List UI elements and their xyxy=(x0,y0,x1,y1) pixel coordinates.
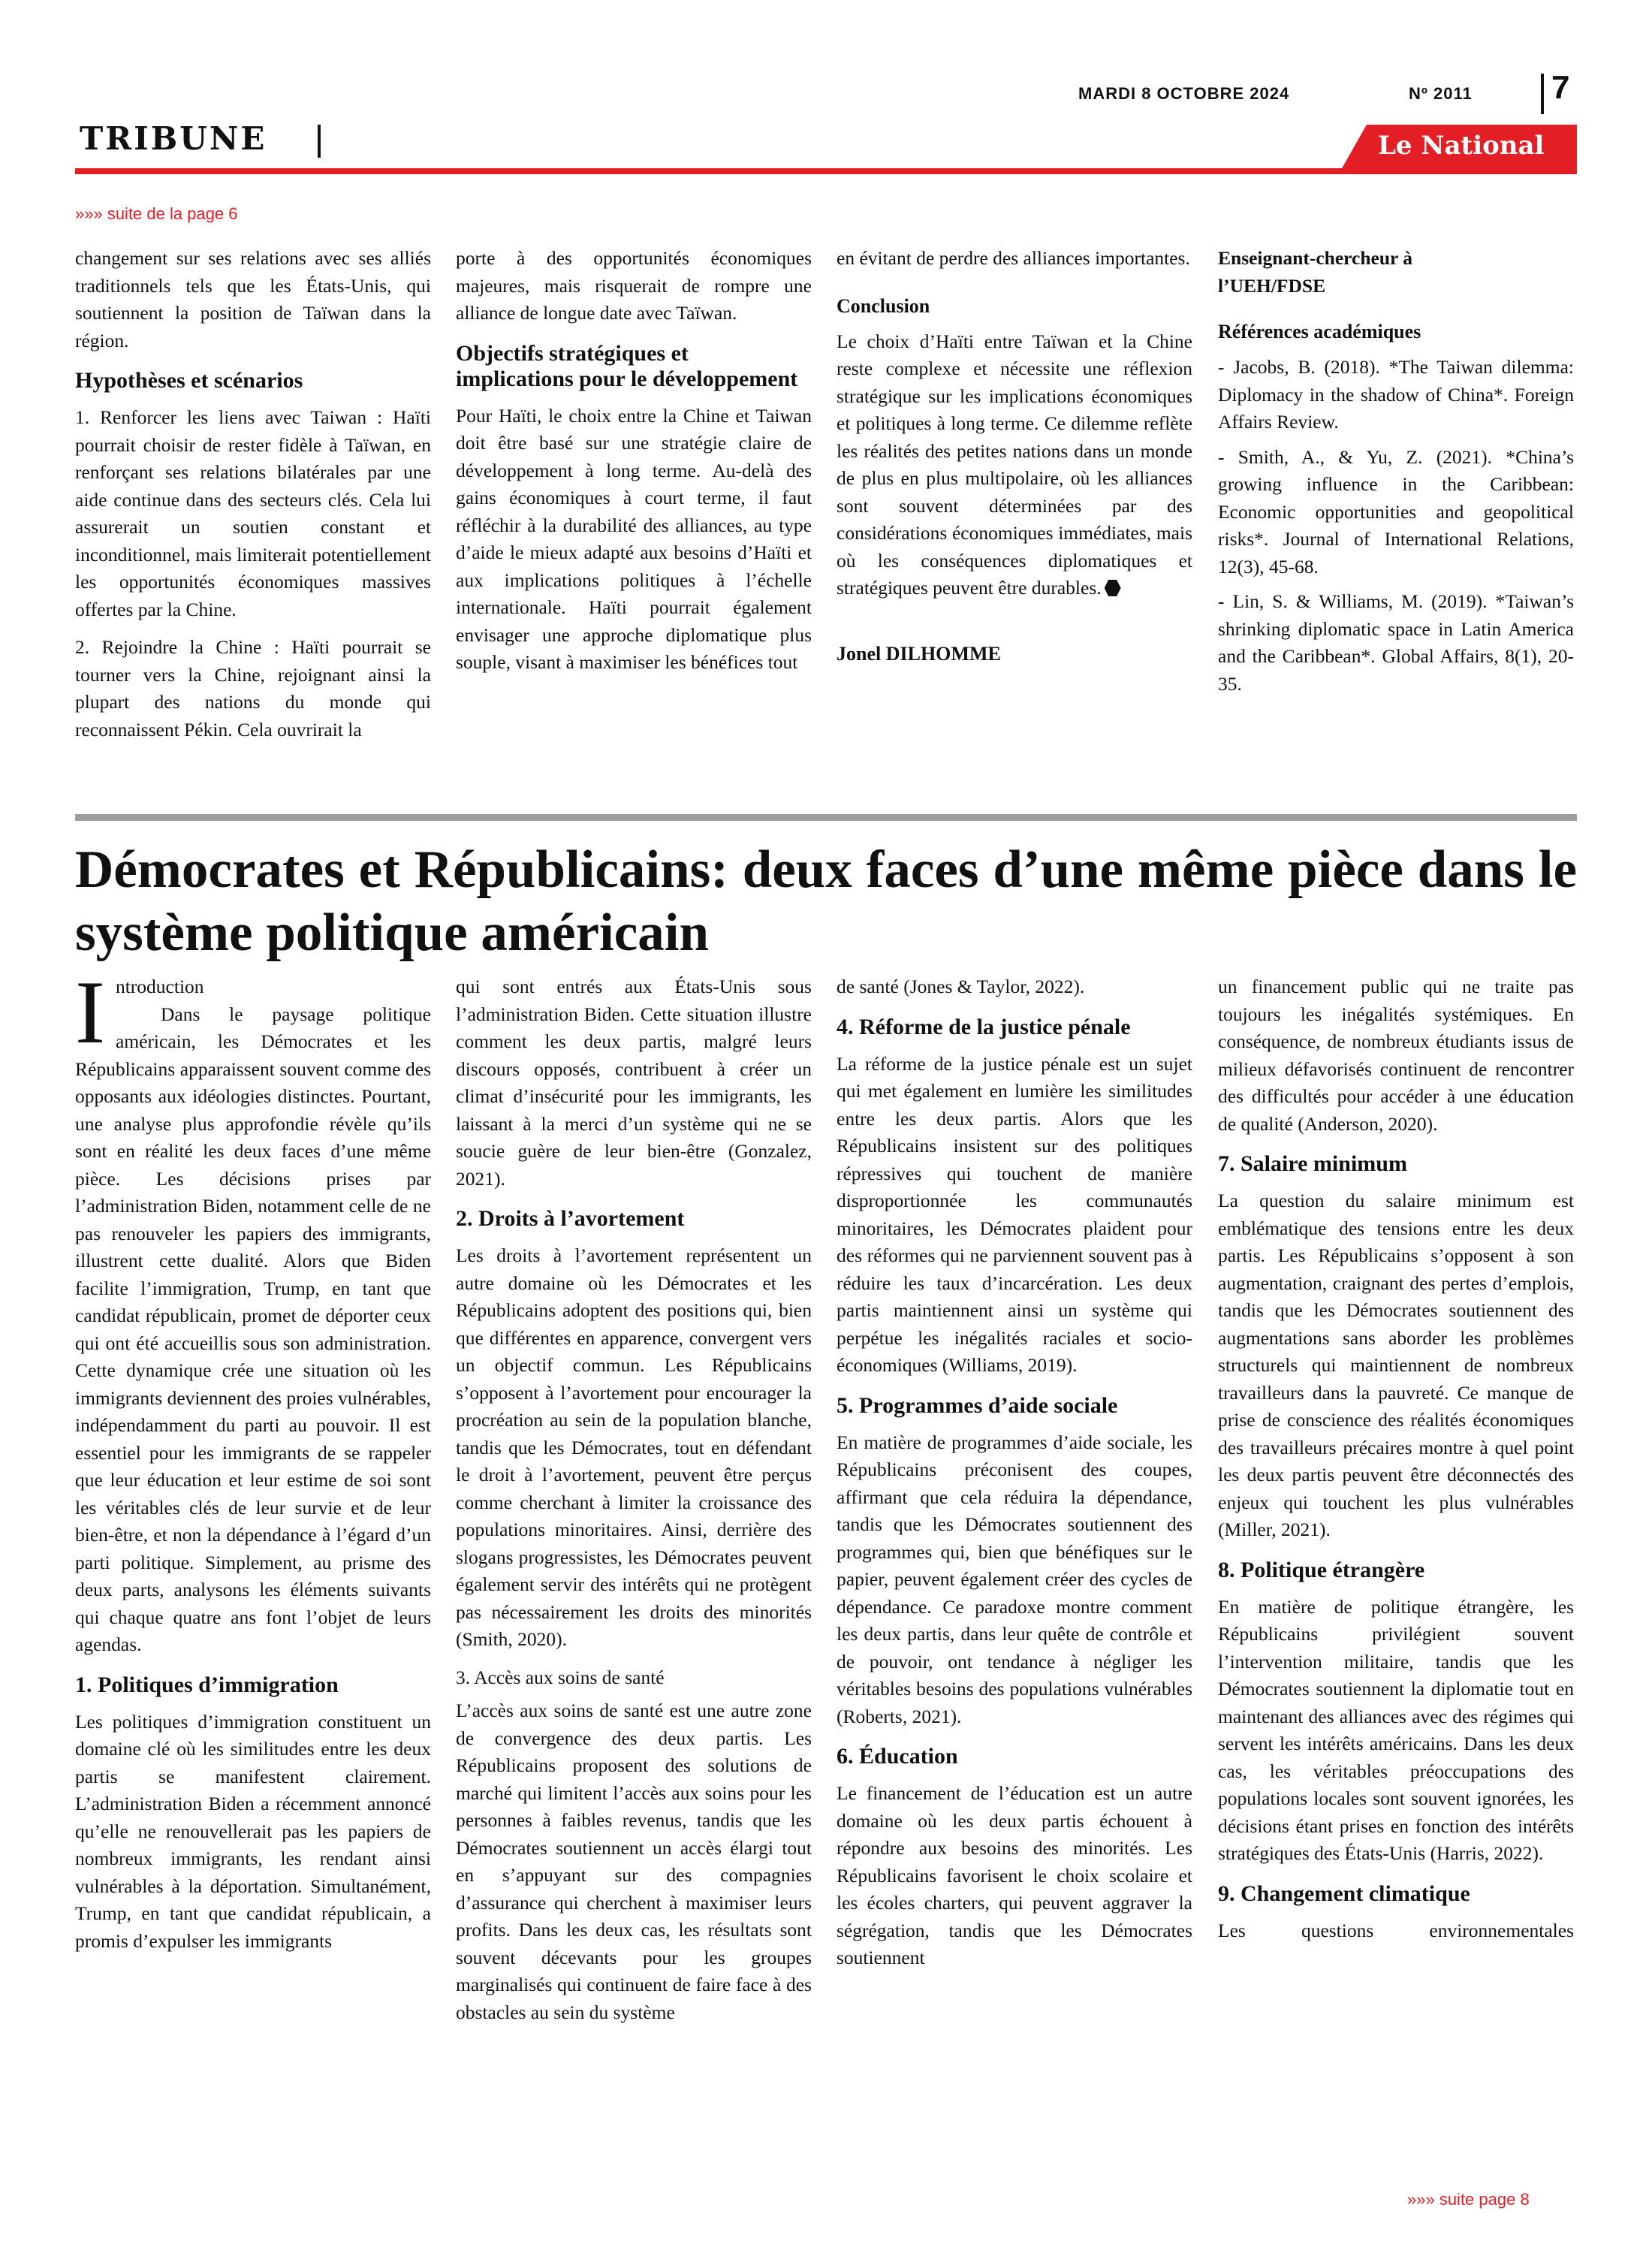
paragraph: un financement public qui ne traite pas toujours les inégalités systémiques. En conséquence, de nombreux étudiants issus de milieux défavorisés continuent de rencontrer des difficultés pour accéder à une éducation de qualité (Anderson, 2020). xyxy=(1218,976,1574,1135)
main-article-column-4 xyxy=(1218,973,1574,1955)
subheading-conclusion: Conclusion xyxy=(837,294,930,317)
issue-date: MARDI 8 OCTOBRE 2024 xyxy=(1078,84,1290,103)
subheading-objectifs: Objectifs stratégiques et implications pour le développement xyxy=(456,340,798,391)
issue-number: Nº 2011 xyxy=(1409,84,1473,103)
reference-item: - Lin, S. & Williams, M. (2019). *Taiwan’s shrinking diplomatic space in Latin America and the Caribbean*. Global Affairs, 8(1), 20-35. xyxy=(1218,590,1574,695)
paragraph: La réforme de la justice pénale est un sujet qui met également en lumière les similitudes entre les deux partis. Alors que les Républicains insistent sur des politiques répressives qui touchent de manière disproportionnée les communautés minoritaires, les Démocrates plaident pour des réformes qui ne parviennent souvent pas à réduire les taux d’incarcération. Les deux partis maintiennent ainsi un système qui perpétue les inégalités raciales et socio-économiques (Williams, 2019). xyxy=(837,1052,1192,1376)
top-article-column-2 xyxy=(456,245,812,687)
page-number-divider xyxy=(1541,74,1544,114)
page-number: 7 xyxy=(1551,69,1570,106)
paragraph: qui sont entrés aux États-Unis sous l’administration Biden. Cette situation illustre comment les deux partis, malgré leurs discours opposés, contribuent à créer un climat d’insécurité pour les immigrants, les laissant à la merci d’un système qui ne se soucie guère de leur bien-être (Gonzalez, 2021). xyxy=(456,976,812,1190)
paragraph: porte à des opportunités économiques majeures, mais risquerait de rompre une alliance de longue date avec Taïwan. xyxy=(456,247,812,324)
paragraph: Le choix d’Haïti entre Taïwan et la Chine reste complexe et nécessite une réflexion stratégique sur les implications économiques et politiques à long terme. Ce dilemme reflète les réalités des petites nations dans un monde de plus en plus multipolaire, où les alliances sont souvent déterminées par des considérations économiques immédiates, mais où les conséquences diplomatiques et stratégiques peuvent être durables. xyxy=(837,330,1192,599)
subheading-aide-sociale: 5. Programmes d’aide sociale xyxy=(837,1392,1118,1418)
top-article-column-3 xyxy=(837,245,1192,676)
article-divider xyxy=(75,814,1577,821)
continued-to-link[interactable]: »»» suite page 8 xyxy=(1407,2190,1530,2209)
section-name: TRIBUNE xyxy=(80,120,267,157)
continued-from-link[interactable]: »»» suite de la page 6 xyxy=(75,204,238,223)
subheading-politique-etrangere: 8. Politique étrangère xyxy=(1218,1557,1425,1582)
subheading-climat: 9. Changement climatique xyxy=(1218,1881,1470,1906)
subheading-soins: 3. Accès aux soins de santé xyxy=(456,1666,665,1688)
reference-item: - Smith, A., & Yu, Z. (2021). *China’s growing influence in the Caribbean: Economic opportunities and geopolitical risks*. Journal of International Relations, 12(3), 45-68. xyxy=(1218,445,1574,578)
paragraph: L’accès aux soins de santé est une autre zone de convergence des deux partis. Les Républicains proposent des solutions de marché qui limitent l’accès aux soins pour les personnes à faibles revenus, tandis que les Démocrates soutiennent un accès élargi tout en s’appuyant sur des compagnies d’assurance qui cherchent à maximiser leurs profits. Dans les deux cas, les résultats sont souvent décevants pour les groupes marginalisés qui continuent de faire face à des obstacles au sein du système xyxy=(456,1700,812,2023)
paragraph: La question du salaire minimum est emblématique des tensions entre les deux partis. Les Républicains s’opposent à son augmentation, craignant des pertes d’emplois, tandis que les Démocrates soutiennent des augmentations sans aborder les problèmes structurels qui maintiennent de nombreux travailleurs dans la pauvreté. Ce manque de prise de conscience des réalités économiques des travailleurs précaires montre à quel point les deux partis peuvent être déconnectés des enjeux qui touchent les plus vulnérables (Miller, 2021). xyxy=(1218,1190,1574,1540)
intro-heading: Introduction xyxy=(75,962,204,1062)
author-title: Enseignant-chercheur à l’UEH/FDSE xyxy=(1218,247,1413,297)
paragraph: Les questions environnementales xyxy=(1218,1919,1574,1941)
main-headline: Démocrates et Républicains: deux faces d’une même pièce dans le système politique américain xyxy=(75,840,1577,962)
paragraph: 1. Renforcer les liens avec Taiwan : Haïti pourrait choisir de rester fidèle à Taïwan, en renforçant ses relations bilatérales par une aide continue dans des secteurs clés. Cela lui assurerait un soutien constant et inconditionnel, mais limiterait potentiellement les opportunités économiques massives offertes par la Chine. xyxy=(75,406,431,620)
subheading-references: Références académiques xyxy=(1218,321,1421,342)
subheading-avortement: 2. Droits à l’avortement xyxy=(456,1206,685,1231)
main-article-column-2 xyxy=(456,973,812,2037)
paragraph: de santé (Jones & Taylor, 2022). xyxy=(837,976,1085,997)
paragraph: Le financement de l’éducation est un autre domaine où les deux partis échouent à répondre aux besoins des minorités. Les Républicains favorisent le choix scolaire et les écoles charters, qui peuvent aggraver la ségrégation, tandis que les Démocrates soutiennent xyxy=(837,1782,1192,1968)
paragraph: Les droits à l’avortement représentent un autre domaine où les Démocrates et les Républicains adoptent des positions qui, bien que différentes en apparence, convergent vers un objectif commun. Les Républicains s’opposent à l’avortement pour encourager la procréation au sein de la population blanche, tandis que les Démocrates, tout en défendant le droit à l’avortement, peuvent être perçus comme cherchant à limiter la croissance des populations minoritaires. Ainsi, derrière des slogans progressistes, les Démocrates peuvent également servir des intérêts qui ne protègent pas nécessairement les droits des minorités (Smith, 2020). xyxy=(456,1244,812,1650)
drop-cap: I xyxy=(75,962,105,1062)
subheading-salaire: 7. Salaire minimum xyxy=(1218,1151,1407,1176)
paragraph: Pour Haïti, le choix entre la Chine et Taiwan doit être basé sur une stratégie claire de développement à long terme. Au-delà des gains économiques à court terme, il faut réfléchir à la durabilité des alliances, au type d’aide le mieux adapté aux besoins d’Haïti et aux implications politiques à l’échelle internationale. Haïti pourrait également envisager une approche diplomatique plus souple, visant à maximiser les bénéfices tout xyxy=(456,404,812,673)
main-article-column-3 xyxy=(837,973,1192,1983)
subheading-immigration: 1. Politiques d’immigration xyxy=(75,1672,339,1697)
paragraph: Dans le paysage politique américain, les Démocrates et les Républicains apparaissent souvent comme des opposants aux idéologies distinctes. Pourtant, une analyse plus approfondie révèle qu’ils sont en réalité les deux faces d’une même pièce. Les décisions prises par l’administration Biden, notamment celle de ne pas renouveler les papiers des immigrants, illustrent cette dualité. Alors que Biden facilite l’immigration, Trump, en tant que candidat républicain, promet de déporter ceux qui ont été accueillis sous son administration. Cette dynamique crée une situation où les immigrants deviennent des proies vulnérables, indépendamment du parti au pouvoir. Il est essentiel pour les immigrants de se rappeler que leur éducation et leur estime de soi sont les véritables clés de leur survie et de leur bien-être, et non la dépendance à l’égard d’un parti politique. Simplement, au prisme des deux parts, analysons les éléments suivants qui chaque quatre ans font l’objet de leurs agendas. xyxy=(75,1003,431,1655)
paragraph: En matière de programmes d’aide sociale, les Républicains préconisent des coupes, affirmant que cela réduira la dépendance, tandis que les Démocrates soutiennent des programmes qui, bien que bénéfiques sur le papier, peuvent également créer des cycles de dépendance. Ce paradoxe montre comment les deux partis, dans leur quête de contrôle et de pouvoir, ont tendance à négliger les véritables besoins des populations vulnérables (Roberts, 2021). xyxy=(837,1431,1192,1727)
paragraph: Les politiques d’immigration constituent un domaine clé où les similitudes entre les deux partis se manifestent clairement. L’administration Biden a récemment annoncé qu’elle ne renouvellerait pas les papiers de nombreux immigrants, les rendant ainsi vulnérables à la déportation. Simultanément, Trump, en tant que candidat républicain, a promis d’expulser les immigrants xyxy=(75,1710,431,1952)
paragraph: 2. Rejoindre la Chine : Haïti pourrait se tourner vers la Chine, rejoignant ainsi la plupart des nations du monde qui reconnaissent Pékin. Cela ouvrirait la xyxy=(75,636,431,740)
reference-item: - Jacobs, B. (2018). *The Taiwan dilemma: Diplomacy in the shadow of China*. Foreign Affairs Review. xyxy=(1218,356,1574,433)
subheading-education: 6. Éducation xyxy=(837,1744,958,1769)
author-name: Jonel DILHOMME xyxy=(837,642,1001,665)
top-article-column-4 xyxy=(1218,245,1574,708)
paragraph: en évitant de perdre des alliances importantes. xyxy=(837,247,1190,269)
paper-name: Le National xyxy=(1378,131,1545,161)
paragraph: changement sur ses relations avec ses alliés traditionnels tels que les États-Unis, qui soutiennent la position de Taïwan dans la région. xyxy=(75,247,431,351)
top-article-column-1 xyxy=(75,245,431,754)
subheading-justice: 4. Réforme de la justice pénale xyxy=(837,1014,1131,1039)
section-divider xyxy=(318,125,321,158)
main-article-column-1 xyxy=(75,962,431,1965)
subheading-hypotheses: Hypothèses et scénarios xyxy=(75,368,303,393)
end-of-article-icon xyxy=(1105,580,1121,596)
paragraph: En matière de politique étrangère, les Républicains privilégient souvent l’intervention militaire, tandis que les Démocrates soutiennent la diplomatie tout en maintenant des alliances avec des régimes qui servent les intérêts américains. Dans les deux cas, les véritables préoccupations des populations locales sont souvent ignorées, les décisions étant prises en fonction des intérêts stratégiques des États-Unis (Harris, 2022). xyxy=(1218,1595,1574,1864)
